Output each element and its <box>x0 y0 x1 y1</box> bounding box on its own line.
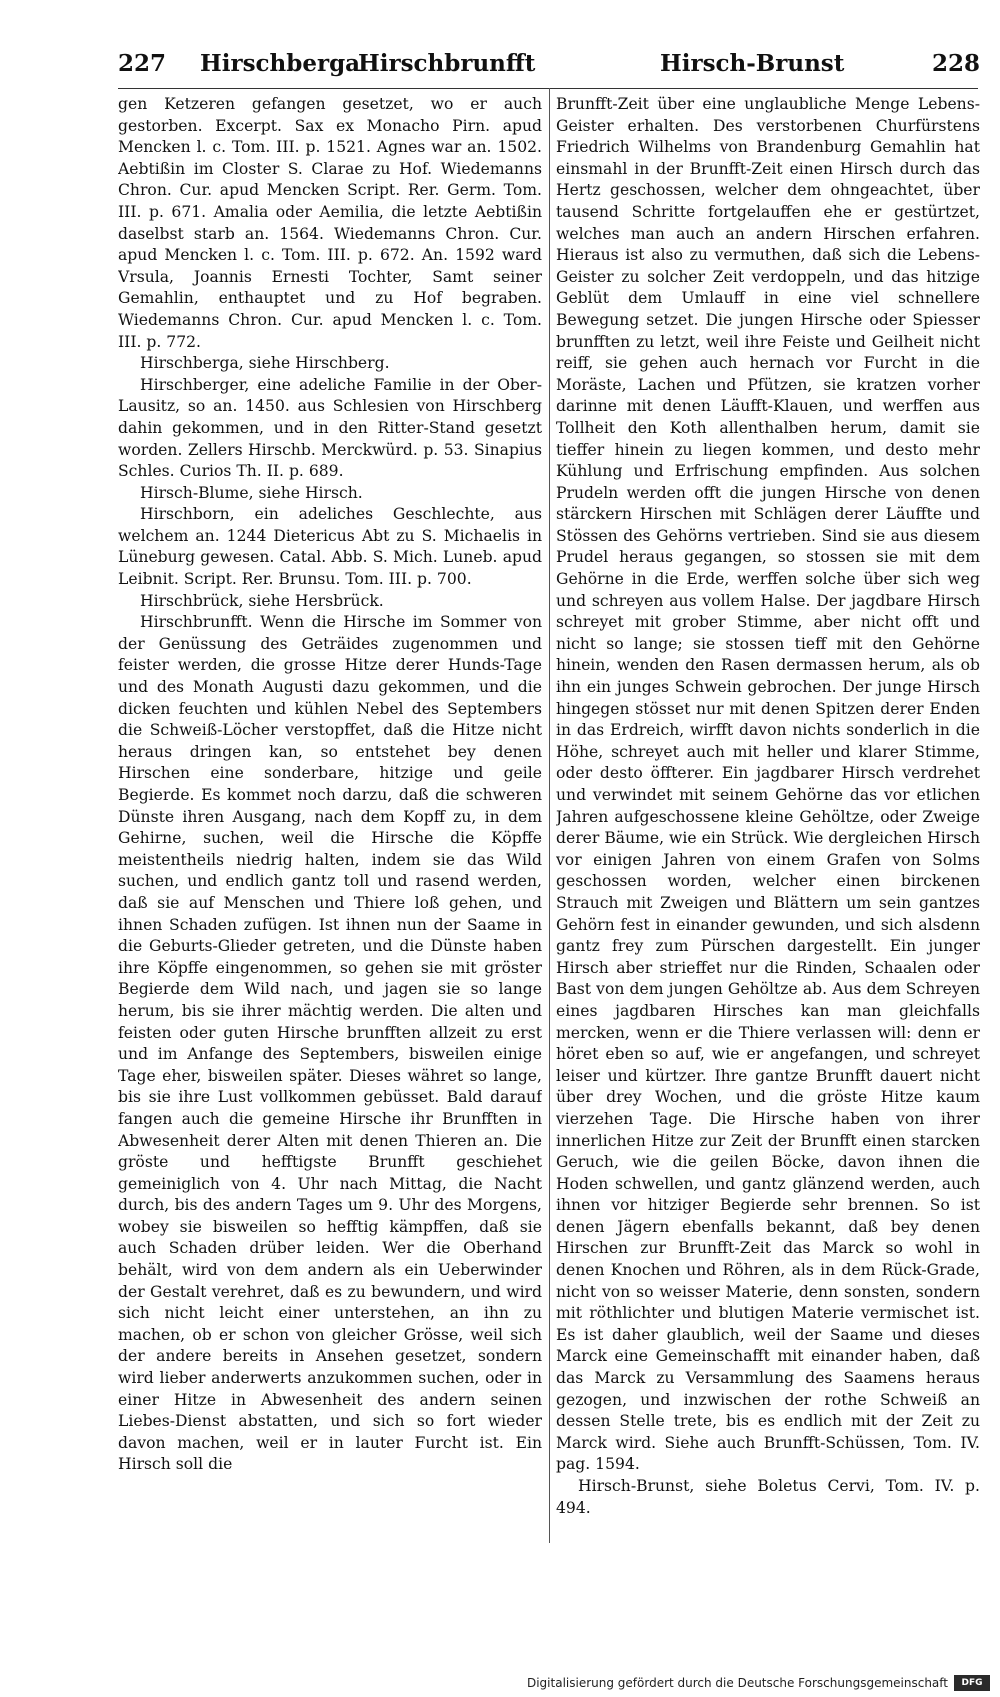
right-column <box>556 94 980 1574</box>
funding-credit: Digitalisierung gefördert durch die Deutsche Forschungsgemeinschaft <box>526 1676 948 1690</box>
paragraph: Hirschborn, ein adeliches Geschlechte, aus welchem an. 1244 Dietericus Abt zu S. Michaelis in Lüneburg gewesen. Catal. Abb. S. Mich. Luneb. apud Leibnit. Script. Rer. Brunsu. Tom. III. p. 700. <box>118 505 542 589</box>
running-header <box>118 50 980 90</box>
left-column <box>118 94 542 1574</box>
column-divider <box>549 88 550 1543</box>
paragraph: Hirschberga, siehe Hirschberg. <box>140 354 390 373</box>
catchword-right: Hirsch-Brunst <box>660 50 845 77</box>
paragraph: Brunfft-Zeit über eine unglaubliche Menge Lebens-Geister erhalten. Des verstorbenen Churfürstens Friedrich Wilhelms von Brandenburg Gemahlin hat einsmahl in der Brunfft-Zeit einen Hirsch durch das Hertz geschossen, welcher dem ohngeachtet, über tausend Schritte fortgelauffen ehe er gestürtzet, welches man auch an andern Hirschen erfahren. Hieraus ist also zu vermuthen, daß sich die Lebens-Geister zu solcher Zeit verdoppeln, und das hitzige Geblüt dem Umlauff in eine viel schnellere Bewegung setzet. Die jungen Hirsche oder Spiesser brunfften zu letzt, weil ihre Feiste und Geilheit nicht reiff, sie gehen auch hernach vor Furcht in die Moräste, Lachen und Pfützen, sie kratzen vorher darinne mit denen Läufft-Klauen, und werffen aus Tollheit den Koth allenthalben herum, damit sie tieffer hinein zu liegen kommen, und desto mehr Kühlung und Erfrischung empfinden. Aus solchen Prudeln werden offt die jungen Hirsche von denen stärckern Hirschen mit Schlägen derer Läuffte und Stössen des Gehörns vertrieben. Sind sie aus diesem Prudel heraus gegangen, so stossen sie mit dem Gehörne in die Erde, werffen solche über sich weg und schreyen aus vollem Halse. Der jagdbare Hirsch schreyet mit grober Stimme, aber nicht offt und nicht so lange; sie stossen tieff mit den Gehörne hinein, wenden den Rasen dermassen herum, als ob ihn ein junges Schwein gebrochen. Der junge Hirsch hingegen stösset nur mit denen Spitzen derer Enden in das Erdreich, wirfft davon nichts sonderlich in die Höhe, schreyet auch mit heller und klarer Stimme, oder desto öffterer. Ein jagdbarer Hirsch verdrehet und verwindet mit seinem Gehörne das vor etlichen Jahren aufgeschossene kleine Gehöltze, oder Zweige derer Bäume, wie ein Strück. Wie dergleichen Hirsch vor einigen Jahren von einem Grafen von Solms geschossen worden, welcher einen birckenen Strauch mit Zweigen und Blättern um sein gantzes Gehörn fest in einander gewunden, und sich alsdenn gantz frey zum Pürschen dargestellt. Ein junger Hirsch aber strieffet nur die Rinden, Schaalen oder Bast von dem jungen Gehöltze ab. Aus dem Schreyen eines jagdbaren Hirsches kan man gleichfalls mercken, wenn er die Thiere verlassen will: denn er höret eben so auf, wie er angefangen, und schreyet leiser und kürtzer. Ihre gantze Brunfft dauert nicht über drey Wochen, und die gröste Hitze kaum vierzehen Tage. Die Hirsche haben von ihrer innerlichen Hitze zur Zeit der Brunfft einen starcken Geruch, wie die geilen Böcke, davon ihnen die Hoden schwellen, und gantz glänzend werden, auch ihnen vor hitziger Begierde sehr brennen. So ist denen Jägern ebenfalls bekannt, daß bey denen Hirschen zur Brunfft-Zeit das Marck so wohl in denen Knochen und Röhren, als in dem Rück-Grade, nicht von so weisser Materie, denn sonsten, sondern mit röthlichter und blutigen Materie vermischet ist. Es ist daher glaublich, weil der Saame und dieses Marck eine Gemeinschafft mit einander haben, daß das Marck zu Versammlung des Saamens heraus gezogen, und inzwischen der rothe Schweiß an dessen Stelle trete, bis es endlich mit der Zeit zu Marck wird. Siehe auch Brunfft-Schüssen, Tom. IV. pag. 1594. <box>556 95 980 1474</box>
catchword-left: Hirschberga <box>200 50 361 77</box>
page-number-left: 227 <box>118 50 167 77</box>
paragraph: Hirschbrunfft. Wenn die Hirsche im Sommer von der Genüssung des Geträides zugenommen und feister werden, die grosse Hitze derer Hunds-Tage und des Monath Augusti dazu gekommen, und die dicken feuchten und kühlen Nebel des Septembers die Schweiß-Löcher verstopffet, daß die Hitze nicht heraus dringen kan, so entstehet bey denen Hirschen eine sonderbare, hitzige und geile Begierde. Es kommet noch darzu, daß die schweren Dünste ihren Ausgang, nach dem Kopff zu, in dem Gehirne, suchen, weil die Hirsche die Köpffe meistentheils niedrig halten, indem sie das Wild suchen, und endlich gantz toll und rasend werden, daß sie auf Menschen und Thiere loß gehen, und ihnen Schaden zufügen. Ist ihnen nun der Saame in die Geburts-Glieder getreten, und die Dünste haben ihre Köpffe eingenommen, so gehen sie mit gröster Begierde dem Wild nach, und jagen sie so lange herum, bis sie ihrer mächtig werden. Die alten und feisten oder guten Hirsche brunfften allzeit zu erst und im Anfange des Septembers, bisweilen einige Tage eher, bisweilen später. Dieses währet so lange, bis sie ihre Lust vollkommen gebüsset. Bald darauf fangen auch die gemeine Hirsche ihr Brunfften in Abwesenheit derer Alten mit denen Thieren an. Die gröste und hefftigste Brunfft geschiehet gemeiniglich von 4. Uhr nach Mittag, die Nacht durch, bis des andern Tages um 9. Uhr des Morgens, wobey sie bisweilen so hefftig kämpffen, daß sie auch Schaden drüber leiden. Wer die Oberhand behält, wird von dem andern als ein Ueberwinder der Gestalt verehret, daß es zu bewundern, und wird sich nicht leicht einer unterstehen, an ihn zu machen, ob er schon von gleicher Grösse, weil sich der andere bereits in Ansehen gesetzet, sondern wird lieber anderwerts anzukommen suchen, oder in einer Hitze in Abwesenheit des andern seinen Liebes-Dienst abstatten, und sich so fort wieder davon machen, weil er in lauter Furcht ist. Ein Hirsch soll die <box>118 613 542 1474</box>
header-rule <box>118 88 978 89</box>
paragraph: Hirschbrück, siehe Hersbrück. <box>140 591 384 610</box>
catchword-middle: Hirschbrunfft <box>358 50 536 77</box>
paragraph: Hirschberger, eine adeliche Familie in der Ober-Lausitz, so an. 1450. aus Schlesien von Hirschberg dahin gekommen, und in den Ritter-Stand gesetzt worden. Zellers Hirschb. Merckwürd. p. 53. Sinapius Schles. Curios Th. II. p. 689. <box>118 375 542 481</box>
paragraph: gen Ketzeren gefangen gesetzet, wo er auch gestorben. Excerpt. Sax ex Monacho Pirn. apud Mencken l. c. Tom. III. p. 1521. Agnes war an. 1502. Aebtißin im Closter S. Clarae zu Hof. Wiedemanns Chron. Cur. apud Mencken Script. Rer. Germ. Tom. III. p. 671. Amalia oder Aemilia, die letzte Aebtißin daselbst starb an. 1564. Wiedemanns Chron. Cur. apud Mencken l. c. Tom. III. p. 672. An. 1592 ward Vrsula, Joannis Ernesti Tochter, Samt seiner Gemahlin, enthauptet und zu Hof begraben. Wiedemanns Chron. Cur. apud Mencken l. c. Tom. III. p. 772. <box>118 95 542 351</box>
paragraph: Hirsch-Brunst, siehe Boletus Cervi, Tom. IV. p. 494. <box>556 1477 980 1517</box>
page-number-right: 228 <box>931 50 980 77</box>
paragraph: Hirsch-Blume, siehe Hirsch. <box>140 483 363 502</box>
digitization-footer <box>527 1675 990 1691</box>
dfg-logo-icon: DFG <box>954 1675 990 1691</box>
